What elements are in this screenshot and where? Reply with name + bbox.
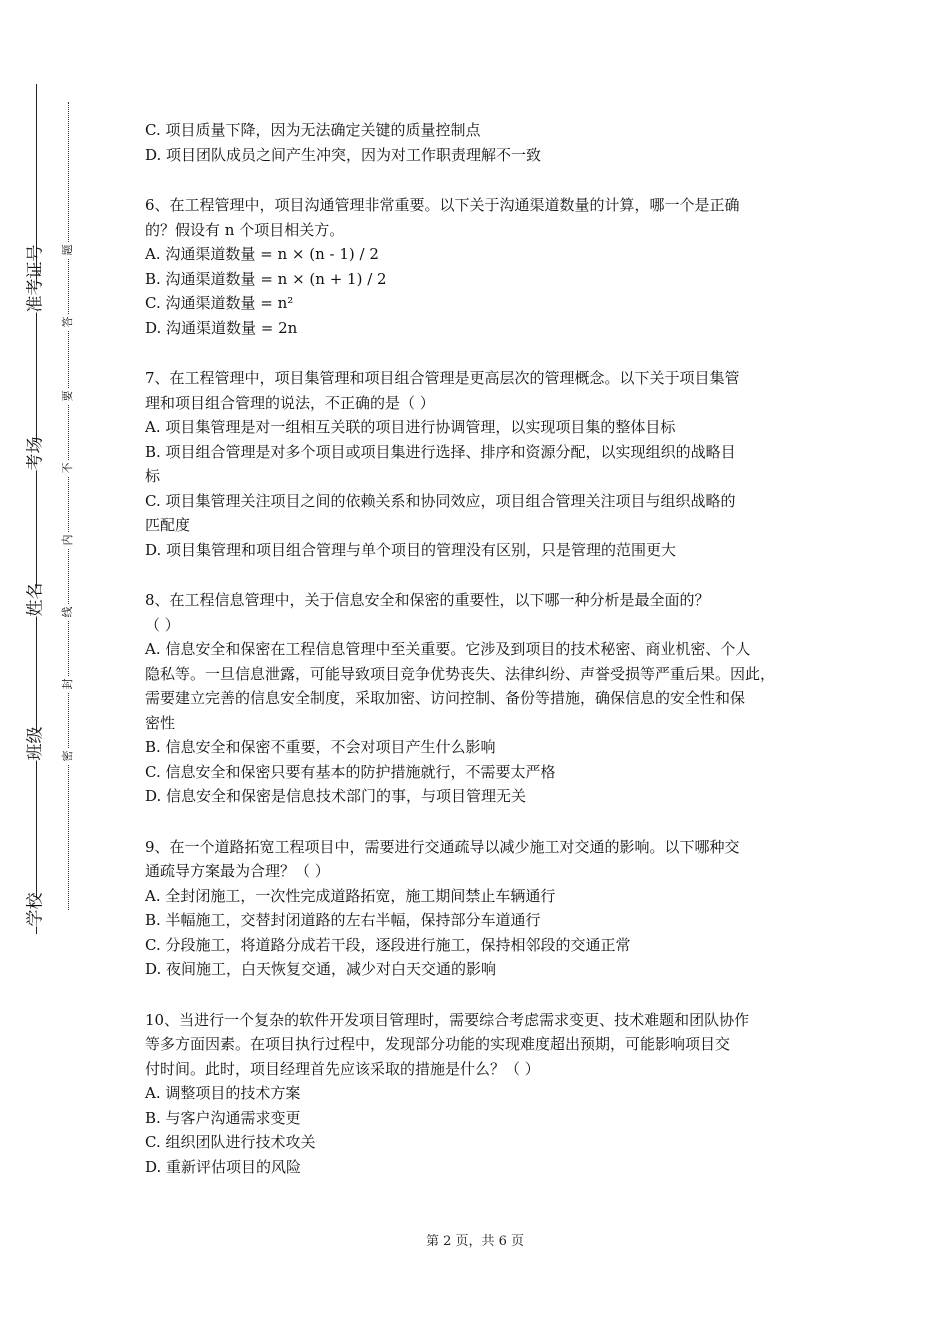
question-5-tail	[145, 118, 815, 167]
option-line: C. 信息安全和保密只要有基本的防护措施就行，不需要太严格	[145, 762, 556, 781]
question-stem-line: 7、在工程管理中，项目集管理和项目组合管理是更高层次的管理概念。以下关于项目集管	[145, 369, 740, 387]
option-line: 标	[145, 467, 161, 485]
option-line: C. 分段施工，将道路分成若干段，逐段进行施工，保持相邻段的交通正常	[145, 935, 631, 954]
question-stem-line: 理和项目组合管理的说法，不正确的是（ ）	[145, 393, 435, 412]
option-line: C. 沟通渠道数量 = n²	[145, 294, 294, 312]
option-line: 匹配度	[145, 516, 191, 534]
seal-char: 封	[62, 676, 74, 692]
seal-char: 内	[62, 532, 74, 548]
option-line: C. 组织团队进行技术攻关	[145, 1133, 316, 1151]
option-line: C. 项目质量下降，因为无法确定关键的质量控制点	[145, 121, 481, 139]
option-line: D. 项目团队成员之间产生冲突，因为对工作职责理解不一致	[145, 145, 542, 164]
question-stem-line: 9、在一个道路拓宽工程项目中，需要进行交通疏导以减少施工对交通的影响。以下哪种交	[145, 837, 740, 856]
option-line: B. 半幅施工，交替封闭道路的左右半幅，保持部分车道通行	[145, 911, 541, 929]
option-line: A. 沟通渠道数量 = n × (n - 1) / 2	[145, 245, 379, 263]
question-9	[145, 835, 815, 982]
option-line: 隐私等。一旦信息泄露，可能导致项目竞争优势丧失、法律纠纷、声誉受损等严重后果。因此，	[145, 664, 776, 683]
option-line: A. 调整项目的技术方案	[145, 1084, 301, 1102]
question-10	[145, 1008, 815, 1180]
option-line: D. 信息安全和保密是信息技术部门的事，与项目管理无关	[145, 787, 527, 805]
field-school-label: 学校	[25, 892, 46, 927]
question-stem-line: 8、在工程信息管理中，关于信息安全和保密的重要性，以下哪一种分析是最全面的？	[145, 591, 710, 609]
option-line: A. 全封闭施工，一次性完成道路拓宽，施工期间禁止车辆通行	[145, 886, 556, 905]
option-line: D. 重新评估项目的风险	[145, 1157, 302, 1176]
seal-char: 答	[62, 314, 74, 330]
question-stem-line: 的？假设有 n 个项目相关方。	[145, 220, 345, 239]
binding-margin	[0, 0, 110, 1344]
question-6	[145, 193, 815, 340]
question-stem-line: 6、在工程管理中，项目沟通管理非常重要。以下关于沟通渠道数量的计算，哪一个是正确	[145, 196, 740, 214]
option-line: C. 项目集管理关注项目之间的依赖关系和协同效应，项目组合管理关注项目与组织战略的	[145, 491, 736, 510]
option-line: 密性	[145, 713, 176, 732]
option-line: B. 项目组合管理是对多个项目或项目集进行选择、排序和资源分配，以实现组织的战略目	[145, 442, 736, 461]
option-line: D. 沟通渠道数量 = 2n	[145, 318, 298, 337]
seal-char: 题	[62, 242, 74, 258]
option-line: A. 项目集管理是对一组相互关联的项目进行协调管理，以实现项目集的整体目标	[145, 418, 676, 436]
option-line: D. 项目集管理和项目组合管理与单个项目的管理没有区别，只是管理的范围更大	[145, 540, 677, 559]
field-exam-number-label: 准考证号	[25, 244, 46, 313]
seal-char: 不	[62, 460, 74, 476]
binding-dotted-line	[68, 102, 69, 910]
question-8	[145, 588, 815, 809]
question-stem-line: 付时间。此时，项目经理首先应该采取的措施是什么？（ ）	[145, 1059, 540, 1078]
seal-char: 密	[62, 748, 74, 764]
option-line: B. 沟通渠道数量 = n × (n + 1) / 2	[145, 269, 387, 288]
seal-char: 要	[62, 388, 74, 404]
option-line: B. 与客户沟通需求变更	[145, 1108, 301, 1127]
option-line: A. 信息安全和保密在工程信息管理中至关重要。它涉及到项目的技术秘密、商业机密、个人	[145, 640, 751, 658]
field-class-label: 班级	[25, 726, 46, 761]
question-stem-line: 等多方面因素。在项目执行过程中，发现部分功能的实现难度超出预期，可能影响项目交	[145, 1035, 731, 1053]
field-name-label: 姓名	[25, 582, 46, 617]
page-number: 第 2 页，共 6 页	[425, 1234, 525, 1249]
option-line: 需要建立完善的信息安全制度，采取加密、访问控制、备份等措施，确保信息的安全性和保	[145, 689, 746, 707]
question-7	[145, 366, 815, 562]
seal-char: 线	[62, 604, 74, 620]
binding-solid-line	[36, 84, 37, 934]
question-stem-line: （ ）	[145, 615, 180, 634]
option-line: B. 信息安全和保密不重要，不会对项目产生什么影响	[145, 738, 496, 756]
field-exam-room-label: 考场	[25, 436, 46, 471]
question-stem-line: 10、当进行一个复杂的软件开发项目管理时，需要综合考虑需求变更、技术难题和团队协作	[145, 1010, 750, 1029]
question-content	[145, 118, 815, 1179]
option-line: D. 夜间施工，白天恢复交通，减少对白天交通的影响	[145, 960, 497, 978]
question-stem-line: 通疏导方案最为合理？（ ）	[145, 862, 330, 880]
